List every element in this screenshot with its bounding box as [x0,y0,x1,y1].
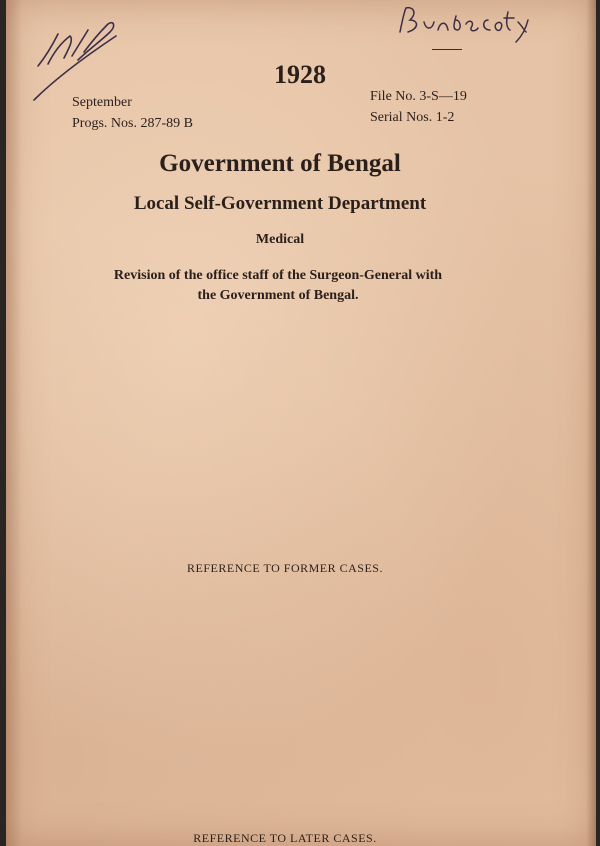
serial-numbers: Serial Nos. 1-2 [370,110,455,125]
file-number: File No. 3-S—19 [370,89,467,104]
handwritten-underline [432,49,462,50]
proceedings-numbers: Progs. Nos. 287-89 B [72,116,193,131]
department-title: Local Self-Government Department [133,193,427,214]
reference-later-cases: REFERENCE TO LATER CASES. [193,831,377,845]
reference-former-cases: REFERENCE TO FORMER CASES. [187,561,383,575]
government-title: Government of Bengal [159,150,401,177]
proceedings-month: September [72,95,132,110]
subject-line-2: the Government of Bengal. [197,288,359,303]
subject-line-1: Revision of the office staff of the Surgeon-General with [113,268,443,283]
page-spine-shadow [6,0,22,846]
file-year: 1928 [274,60,326,89]
handwritten-bundle-copy-mark [396,2,546,52]
branch-title: Medical [255,232,305,247]
page-edge-shadow [586,0,596,846]
